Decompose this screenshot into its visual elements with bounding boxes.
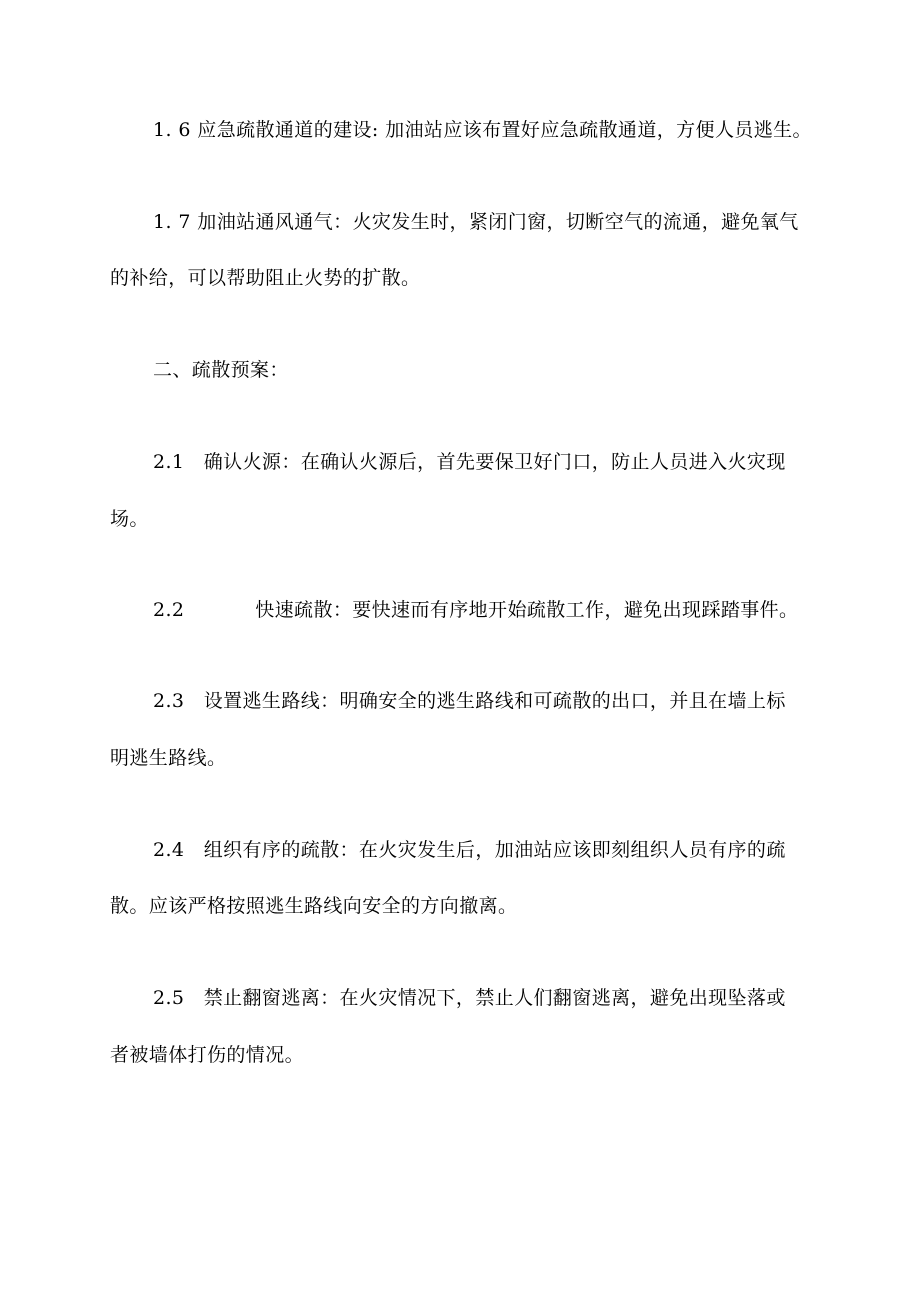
paragraph-1-7-line-1: 1. 7 加油站通风通气：火灾发生时，紧闭门窗，切断空气的流通，避免氧气 [153,211,799,233]
paragraph-2-5-line-1: 2.5 禁止翻窗逃离：在火灾情况下，禁止人们翻窗逃离，避免出现坠落或 [153,987,786,1009]
paragraph-2-5-line-2: 者被墙体打伤的情况。 [110,1044,305,1066]
paragraph-2-3-line-1: 2.3 设置逃生路线：明确安全的逃生路线和可疏散的出口，并且在墙上标 [153,690,786,712]
paragraph-2-1-line-1: 2.1 确认火源：在确认火源后，首先要保卫好门口，防止人员进入火灾现 [153,451,786,473]
paragraph-2-4-line-1: 2.4 组织有序的疏散：在火灾发生后，加油站应该即刻组织人员有序的疏 [153,839,786,861]
paragraph-2-2-line-1: 2.2 快速疏散：要快速而有序地开始疏散工作，避免出现踩踏事件。 [153,599,799,621]
paragraph-2-4-line-2: 散。应该严格按照逃生路线向安全的方向撤离。 [110,895,518,917]
paragraph-1-7-line-2: 的补给，可以帮助阻止火势的扩散。 [110,267,421,289]
section-heading-evacuation-plan: 二、疏散预案： [153,359,289,381]
paragraph-2-3-line-2: 明逃生路线。 [110,747,227,769]
paragraph-2-1-line-2: 场。 [110,508,149,530]
paragraph-1-6-line-1: 1. 6 应急疏散通道的建设: 加油站应该布置好应急疏散通道，方便人员逃生。 [153,119,812,141]
